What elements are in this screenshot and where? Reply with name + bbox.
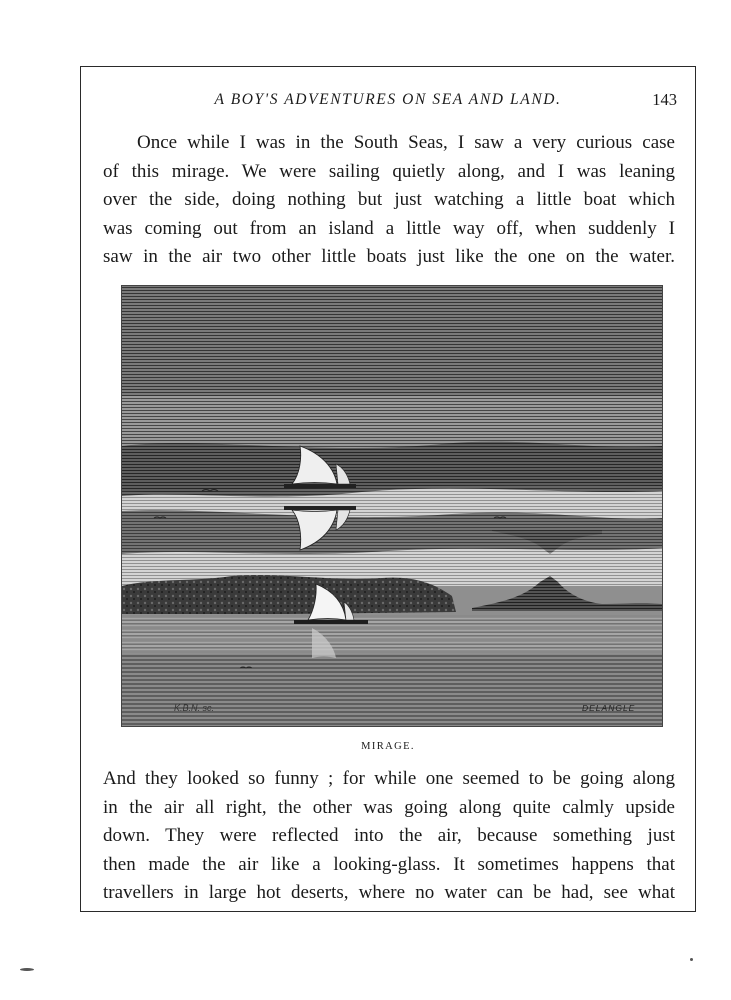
- paragraph-2: [103, 765, 675, 908]
- engraver-mark: K.B.N. sc.: [174, 703, 215, 713]
- figure-caption: MIRAGE.: [361, 741, 415, 752]
- text-line: was coming out from an island a little way off, when suddenly I: [103, 217, 675, 239]
- text-line: in the air all right, the other was going along quite calmly upside: [103, 796, 675, 818]
- cloud-band-upper: [122, 442, 662, 497]
- page-frame: [80, 66, 696, 912]
- paper-speck: [690, 958, 693, 961]
- mirage-illustration: [121, 285, 663, 727]
- page-number: 143: [652, 90, 677, 109]
- running-head: [81, 87, 695, 113]
- text-line: Once while I was in the South Seas, I saw a very curious case: [137, 132, 675, 153]
- engraving-artwork: [122, 286, 662, 726]
- paper-speck: [20, 968, 34, 971]
- paragraph-1: [103, 129, 675, 272]
- text-line: saw in the air two other little boats just like the one on the water.: [103, 246, 675, 267]
- upper-sky: [122, 286, 662, 396]
- text-line: down. They were reflected into the air, because something just: [103, 825, 675, 846]
- sea-shine: [122, 614, 662, 654]
- engraver-signature: DELANGLE: [582, 703, 636, 713]
- text-line: And they looked so funny ; for while one seemed to be going along: [103, 768, 675, 789]
- text-line: of this mirage. We were sailing quietly along, and I was leaning: [103, 160, 675, 182]
- text-line: then made the air like a looking-glass. It sometimes happens that: [103, 853, 675, 875]
- text-line: travellers in large hot deserts, where no water can be had, see what: [103, 882, 675, 903]
- wooded-island: [122, 575, 456, 616]
- running-title: A BOY'S ADVENTURES ON SEA AND LAND.: [214, 91, 562, 108]
- text-line: over the side, doing nothing but just watching a little boat which: [103, 189, 675, 210]
